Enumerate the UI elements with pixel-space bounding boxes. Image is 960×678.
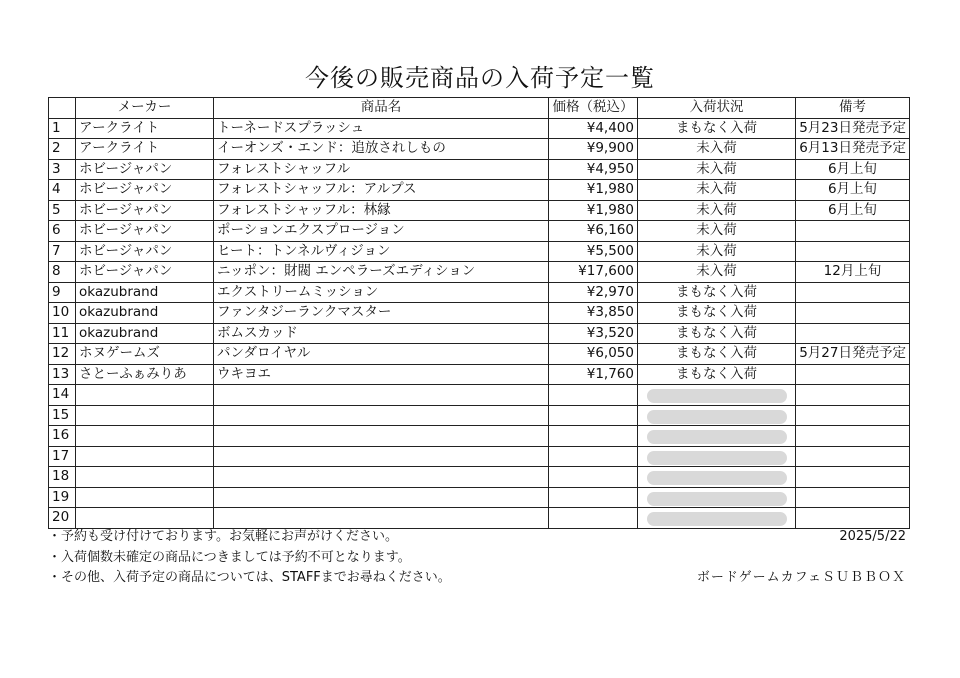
cell-price: ¥6,160 <box>549 221 638 242</box>
table-row <box>49 180 910 201</box>
table-row <box>49 323 910 344</box>
cell-no: 12 <box>49 344 76 365</box>
table-row-empty <box>49 467 910 488</box>
cell-status <box>638 446 796 467</box>
cell-empty <box>549 446 638 467</box>
cell-empty <box>549 426 638 447</box>
cell-price: ¥4,400 <box>549 118 638 139</box>
cell-status: まもなく入荷 <box>638 344 796 365</box>
table-row <box>49 159 910 180</box>
column-header-maker: メーカー <box>76 98 214 119</box>
cell-empty <box>214 426 549 447</box>
cell-product: パンダロイヤル <box>214 344 549 365</box>
status-placeholder <box>647 492 787 506</box>
cell-empty <box>796 405 910 426</box>
cell-status <box>638 426 796 447</box>
cell-no: 4 <box>49 180 76 201</box>
arrival-schedule-table <box>48 97 910 529</box>
cell-status <box>638 487 796 508</box>
cell-price: ¥1,980 <box>549 200 638 221</box>
column-header-status: 入荷状況 <box>638 98 796 119</box>
cell-empty <box>214 508 549 529</box>
cell-no: 10 <box>49 303 76 324</box>
column-header-price: 価格（税込） <box>549 98 638 119</box>
cell-no: 19 <box>49 487 76 508</box>
cell-product: ヒート：トンネルヴィジョン <box>214 241 549 262</box>
table-row <box>49 200 910 221</box>
column-header-note: 備考 <box>796 98 910 119</box>
cell-empty <box>76 385 214 406</box>
cell-empty <box>549 405 638 426</box>
cell-empty <box>796 446 910 467</box>
status-placeholder <box>647 430 787 444</box>
cell-note <box>796 364 910 385</box>
cell-note <box>796 241 910 262</box>
cell-note: 6月上旬 <box>796 200 910 221</box>
cell-no: 5 <box>49 200 76 221</box>
cell-price: ¥4,950 <box>549 159 638 180</box>
cell-empty <box>549 467 638 488</box>
cell-status: まもなく入荷 <box>638 303 796 324</box>
cell-status <box>638 508 796 529</box>
footer-note: ・入荷個数未確定の商品につきましては予約不可となります。 <box>48 550 411 565</box>
cell-empty <box>796 385 910 406</box>
table-row-empty <box>49 508 910 529</box>
cell-note <box>796 221 910 242</box>
table-row <box>49 303 910 324</box>
cell-no: 16 <box>49 426 76 447</box>
footer-shop-name: ボードゲームカフェＳＵＢＢＯＸ <box>696 570 906 585</box>
cell-empty <box>796 467 910 488</box>
status-placeholder <box>647 410 787 424</box>
cell-no: 18 <box>49 467 76 488</box>
cell-product: トーネードスプラッシュ <box>214 118 549 139</box>
status-placeholder <box>647 471 787 485</box>
cell-empty <box>214 446 549 467</box>
cell-status: まもなく入荷 <box>638 118 796 139</box>
cell-status: まもなく入荷 <box>638 323 796 344</box>
cell-maker: アークライト <box>76 118 214 139</box>
table-row <box>49 221 910 242</box>
cell-empty <box>76 405 214 426</box>
cell-empty <box>796 426 910 447</box>
cell-empty <box>76 487 214 508</box>
cell-price: ¥1,760 <box>549 364 638 385</box>
cell-product: ボムスカッド <box>214 323 549 344</box>
cell-no: 6 <box>49 221 76 242</box>
cell-status: まもなく入荷 <box>638 364 796 385</box>
cell-maker: okazubrand <box>76 282 214 303</box>
cell-product: フォレストシャッフル：アルプス <box>214 180 549 201</box>
cell-product: ファンタジーランクマスター <box>214 303 549 324</box>
cell-maker: ホビージャパン <box>76 159 214 180</box>
cell-note: 12月上旬 <box>796 262 910 283</box>
cell-maker: さとーふぁみりあ <box>76 364 214 385</box>
cell-no: 2 <box>49 139 76 160</box>
cell-product: ウキヨエ <box>214 364 549 385</box>
cell-empty <box>549 385 638 406</box>
status-placeholder <box>647 389 787 403</box>
cell-maker: ホビージャパン <box>76 180 214 201</box>
footer-line-3 <box>48 568 910 588</box>
cell-status: 未入荷 <box>638 262 796 283</box>
cell-price: ¥17,600 <box>549 262 638 283</box>
cell-price: ¥6,050 <box>549 344 638 365</box>
footer-note: ・予約も受け付けております。お気軽にお声がけください。 <box>48 529 398 544</box>
cell-empty <box>549 508 638 529</box>
cell-price: ¥5,500 <box>549 241 638 262</box>
cell-maker: ホビージャパン <box>76 221 214 242</box>
cell-maker: okazubrand <box>76 303 214 324</box>
table-row-empty <box>49 426 910 447</box>
cell-no: 3 <box>49 159 76 180</box>
cell-product: エクストリームミッション <box>214 282 549 303</box>
table-row <box>49 241 910 262</box>
table-row <box>49 262 910 283</box>
footer-date: 2025/5/22 <box>839 529 906 544</box>
cell-note: 6月上旬 <box>796 180 910 201</box>
cell-maker: ホビージャパン <box>76 200 214 221</box>
cell-note: 5月27日発売予定 <box>796 344 910 365</box>
cell-maker: アークライト <box>76 139 214 160</box>
cell-note: 6月13日発売予定 <box>796 139 910 160</box>
cell-note <box>796 282 910 303</box>
status-placeholder <box>647 451 787 465</box>
cell-empty <box>796 487 910 508</box>
cell-price: ¥2,970 <box>549 282 638 303</box>
footer-line-1 <box>48 527 910 547</box>
column-header-product: 商品名 <box>214 98 549 119</box>
cell-status: 未入荷 <box>638 159 796 180</box>
table-row <box>49 344 910 365</box>
cell-note <box>796 303 910 324</box>
cell-status: 未入荷 <box>638 200 796 221</box>
cell-price: ¥3,850 <box>549 303 638 324</box>
cell-empty <box>76 508 214 529</box>
cell-maker: okazubrand <box>76 323 214 344</box>
cell-no: 11 <box>49 323 76 344</box>
cell-product: ニッポン：財閥 エンペラーズエディション <box>214 262 549 283</box>
table-header-row <box>49 98 910 119</box>
cell-status: 未入荷 <box>638 180 796 201</box>
cell-empty <box>549 487 638 508</box>
table-row-empty <box>49 446 910 467</box>
cell-status: 未入荷 <box>638 221 796 242</box>
cell-maker: ホビージャパン <box>76 241 214 262</box>
cell-product: フォレストシャッフル <box>214 159 549 180</box>
cell-no: 15 <box>49 405 76 426</box>
table-row <box>49 139 910 160</box>
table-row-empty <box>49 487 910 508</box>
table-row <box>49 118 910 139</box>
cell-status: まもなく入荷 <box>638 282 796 303</box>
cell-price: ¥1,980 <box>549 180 638 201</box>
cell-price: ¥9,900 <box>549 139 638 160</box>
table-row-empty <box>49 385 910 406</box>
cell-note: 5月23日発売予定 <box>796 118 910 139</box>
cell-empty <box>214 385 549 406</box>
cell-price: ¥3,520 <box>549 323 638 344</box>
cell-status <box>638 405 796 426</box>
cell-no: 14 <box>49 385 76 406</box>
cell-note <box>796 323 910 344</box>
cell-product: フォレストシャッフル：林縁 <box>214 200 549 221</box>
cell-status <box>638 467 796 488</box>
cell-no: 17 <box>49 446 76 467</box>
status-placeholder <box>647 512 787 526</box>
table-row <box>49 364 910 385</box>
cell-empty <box>214 467 549 488</box>
table-row <box>49 282 910 303</box>
footer-line-2 <box>48 548 910 568</box>
cell-empty <box>76 467 214 488</box>
cell-empty <box>796 508 910 529</box>
cell-status <box>638 385 796 406</box>
cell-no: 13 <box>49 364 76 385</box>
cell-empty <box>214 405 549 426</box>
cell-maker: ホヌゲームズ <box>76 344 214 365</box>
cell-status: 未入荷 <box>638 139 796 160</box>
cell-empty <box>76 426 214 447</box>
cell-product: ポーションエクスプロージョン <box>214 221 549 242</box>
cell-product: イーオンズ・エンド：追放されしもの <box>214 139 549 160</box>
footer-note: ・その他、入荷予定の商品については、STAFFまでお尋ねください。 <box>48 570 451 585</box>
cell-no: 8 <box>49 262 76 283</box>
cell-no: 1 <box>49 118 76 139</box>
column-header-no <box>49 98 76 119</box>
page-title: 今後の販売商品の入荷予定一覧 <box>305 64 655 92</box>
cell-no: 7 <box>49 241 76 262</box>
cell-status: 未入荷 <box>638 241 796 262</box>
cell-empty <box>76 446 214 467</box>
cell-empty <box>214 487 549 508</box>
table-row-empty <box>49 405 910 426</box>
cell-no: 20 <box>49 508 76 529</box>
cell-no: 9 <box>49 282 76 303</box>
cell-maker: ホビージャパン <box>76 262 214 283</box>
cell-note: 6月上旬 <box>796 159 910 180</box>
